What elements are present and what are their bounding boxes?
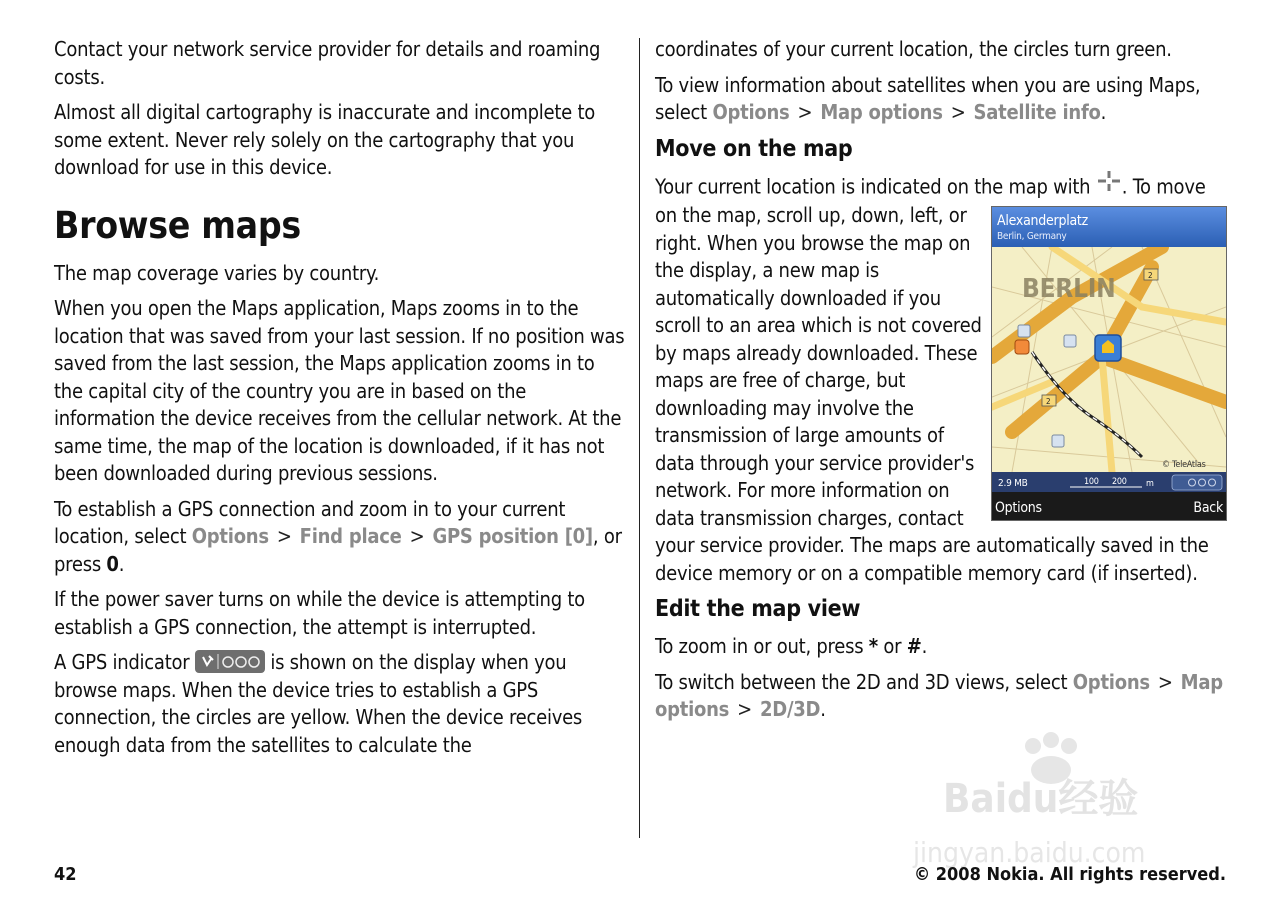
- zoom-paragraph: To zoom in or out, press * or #.: [655, 634, 928, 658]
- map-title: Alexanderplatz: [997, 213, 1088, 229]
- menu-path-find-place: Find place: [299, 524, 402, 548]
- gps-connection-paragraph: To establish a GPS connection and zoom in to your current location, select Options > Find place > GPS position [0], or press 0.: [54, 496, 622, 576]
- edit-map-view-heading: Edit the map view: [655, 596, 861, 622]
- scale-100: 100: [1084, 477, 1099, 487]
- menu-path-map-options: Map options: [655, 669, 1223, 721]
- menu-path-options: Options: [712, 100, 790, 124]
- power-saver-paragraph: If the power saver turns on while the device is attempting to establish a GPS connection, the attempt is interrupted.: [54, 587, 585, 639]
- cartography-paragraph: Almost all digital cartography is inaccurate and incomplete to some extent. Never rely solely on the cartography that you download for use in this device.: [54, 100, 596, 179]
- roaming-paragraph: Contact your network service provider for details and roaming costs.: [54, 37, 601, 89]
- menu-separator: >: [276, 524, 292, 548]
- menu-separator: >: [737, 697, 752, 721]
- menu-path-satellite-info: Satellite info: [973, 100, 1101, 124]
- poi-icon: [1018, 325, 1030, 337]
- watermark-url: jingyan.baidu.com: [913, 836, 1146, 869]
- menu-path-gps-position: GPS position [0]: [432, 524, 593, 548]
- map-subtitle: Berlin, Germany: [997, 231, 1067, 242]
- poi-hospital-icon: [1015, 340, 1029, 354]
- key-hash: #: [906, 634, 922, 658]
- key-star: *: [868, 634, 878, 658]
- menu-path-options: Options: [1072, 669, 1150, 694]
- column-divider: [639, 38, 640, 838]
- baidu-watermark: [905, 730, 1215, 880]
- menu-separator: >: [950, 100, 966, 124]
- map-screenshot: [991, 206, 1227, 521]
- softkey-options: Options: [995, 500, 1042, 516]
- poi-icon: [1052, 435, 1064, 447]
- open-maps-paragraph: When you open the Maps application, Maps zooms in to the location that was saved from your last session. If no position was saved from the last session, the Maps application zooms in to the capital city of the country you are in based on the information the device receives from the cellular network. At the same time, the map of the location is downloaded, if it has not been downloaded during previous sessions.: [54, 296, 625, 485]
- menu-separator: >: [1157, 669, 1173, 694]
- gps-indicator-paragraph: A GPS indicator is shown on the display when you browse maps. When the device tries to establish a GPS connection, the circles are yellow. When the device receives enough data from the satellites to calculate the: [54, 650, 583, 757]
- poi-icon: [1064, 335, 1076, 347]
- svg-text:2: 2: [1148, 271, 1153, 280]
- gps-indicator-icon: [195, 650, 265, 673]
- map-gps-indicator-icon: [1172, 475, 1222, 490]
- switch-view-paragraph: To switch between the 2D and 3D views, select Options > Map options > 2D/3D.: [655, 669, 1223, 721]
- menu-path-map-options: Map options: [820, 100, 943, 124]
- map-city-label: BERLIN: [1022, 274, 1116, 304]
- scale-unit: m: [1146, 479, 1154, 489]
- move-on-map-heading: Move on the map: [655, 135, 853, 162]
- left-column: [54, 36, 626, 767]
- key-zero: 0: [106, 551, 119, 576]
- menu-separator: >: [409, 524, 425, 548]
- map-attribution: © TeleAtlas: [1162, 460, 1206, 470]
- browse-maps-heading: Browse maps: [54, 203, 301, 247]
- scale-200: 200: [1112, 477, 1127, 487]
- satellite-info-paragraph: To view information about satellites when you are using Maps, select Options > Map options > Satellite info.: [655, 72, 1201, 124]
- move-on-map-paragraph: Your current location is indicated on the map with Alexanderplatz Berlin, Germany BERLIN 2 2 2.9 MB 100 200 m © TeleAtlas Options Back . To move on the map, scroll up, down, left, or right. When you browse the map on the display, a new map is automatically downloaded if you scroll to an area which is not covered by maps already downloaded. These maps are free of charge, but downloading may involve the transmission of large amounts of data through your service provider's network. For more information on data transmission charges, contact your service provider. The maps are automatically saved in the device memory or on a compatible memory card (if inserted).: [655, 173, 1227, 588]
- menu-separator: >: [797, 100, 813, 124]
- menu-path-2d-3d: 2D/3D: [759, 697, 821, 721]
- circles-green-paragraph: coordinates of your current location, the circles turn green.: [655, 37, 1172, 61]
- softkey-back: Back: [1193, 500, 1223, 516]
- right-column: [655, 36, 1227, 732]
- coverage-paragraph: The map coverage varies by country.: [54, 260, 380, 285]
- copyright-notice: © 2008 Nokia. All rights reserved.: [913, 864, 1226, 885]
- page-number: 42: [54, 864, 77, 885]
- menu-path-options: Options: [191, 524, 269, 548]
- svg-text:2: 2: [1046, 397, 1051, 406]
- location-crosshair-icon: [1096, 170, 1122, 200]
- data-size-readout: 2.9 MB: [998, 478, 1028, 489]
- watermark-brand: Baidu经验: [943, 776, 1139, 822]
